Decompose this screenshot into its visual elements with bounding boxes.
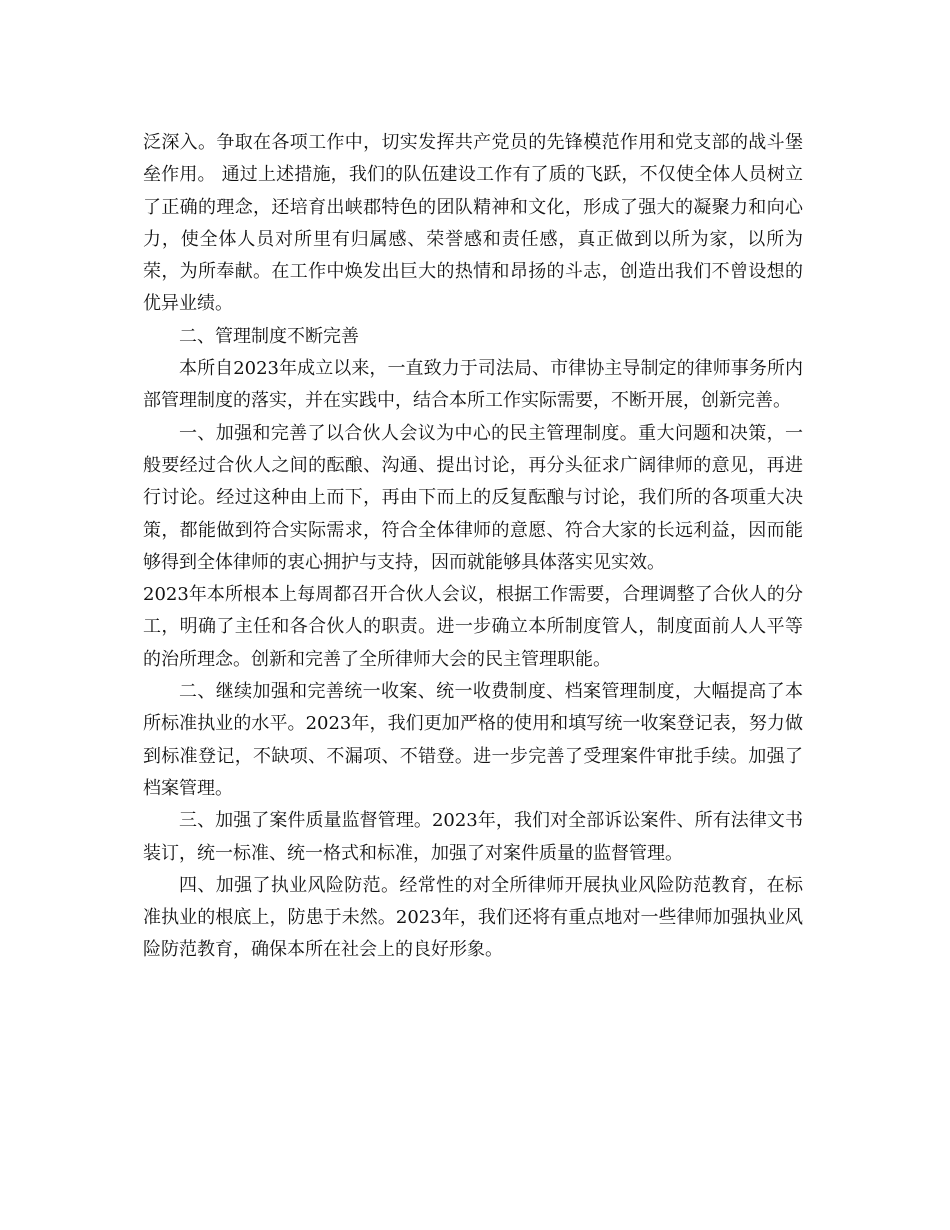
section-heading-management: 二、管理制度不断完善 [179, 325, 359, 347]
paragraph-intro: 本所自2023年成立以来，一直致力于司法局、市律协主导制定的律师事务所内部管理制度的落实，并在实践中，结合本所工作实际需要，不断开展，创新完善。 [143, 358, 803, 412]
paragraph-team-building: 泛深入。争取在各项工作中，切实发挥共产党员的先锋模范作用和党支部的战斗堡垒作用。 通过上述措施，我们的队伍建设工作有了质的飞跃，不仅使全体人员树立了正确的理念，还培育出峡郡特色的团队精神和文化，形成了强大的凝聚力和向心力，使全体人员对所里有归属感、荣誉感和责任感，真正做到以所为家，以所为荣，为所奉献。在工作中焕发出巨大的热情和昂扬的斗志，创造出我们不曾设想的优异业绩。 [143, 132, 803, 315]
paragraph-item-1-continued: 2023年本所根本上每周都召开合伙人会议，根据工作需要，合理调整了合伙人的分工，明确了主任和各合伙人的职责。进一步确立本所制度管人，制度面前人人平等的治所理念。创新和完善了全所律师大会的民主管理职能。 [143, 584, 803, 670]
paragraph-item-4: 四、加强了执业风险防范。经常性的对全所律师开展执业风险防范教育，在标准执业的根底上，防患于未然。2023年，我们还将有重点地对一些律师加强执业风险防范教育，确保本所在社会上的良好形象。 [143, 874, 803, 961]
paragraph-item-2: 二、继续加强和完善统一收案、统一收费制度、档案管理制度，大幅提高了本所标准执业的水平。2023年，我们更加严格的使用和填写统一收案登记表，努力做到标准登记，不缺项、不漏项、不错登。进一步完善了受理案件审批手续。加强了档案管理。 [143, 681, 803, 799]
document-body [143, 127, 803, 967]
paragraph-item-1: 一、加强和完善了以合伙人会议为中心的民主管理制度。重大问题和决策，一般要经过合伙人之间的酝酿、沟通、提出讨论，再分头征求广阔律师的意见，再进行讨论。经过这种由上而下，再由下而上的反复酝酿与讨论，我们所的各项重大决策，都能做到符合实际需求，符合全体律师的意愿、符合大家的长远利益，因而能够得到全体律师的衷心拥护与支持，因而就能够具体落实见实效。 [143, 422, 803, 573]
paragraph-item-3: 三、加强了案件质量监督管理。2023年，我们对全部诉讼案件、所有法律文书装订，统一标准、统一格式和标准，加强了对案件质量的监督管理。 [143, 810, 803, 864]
